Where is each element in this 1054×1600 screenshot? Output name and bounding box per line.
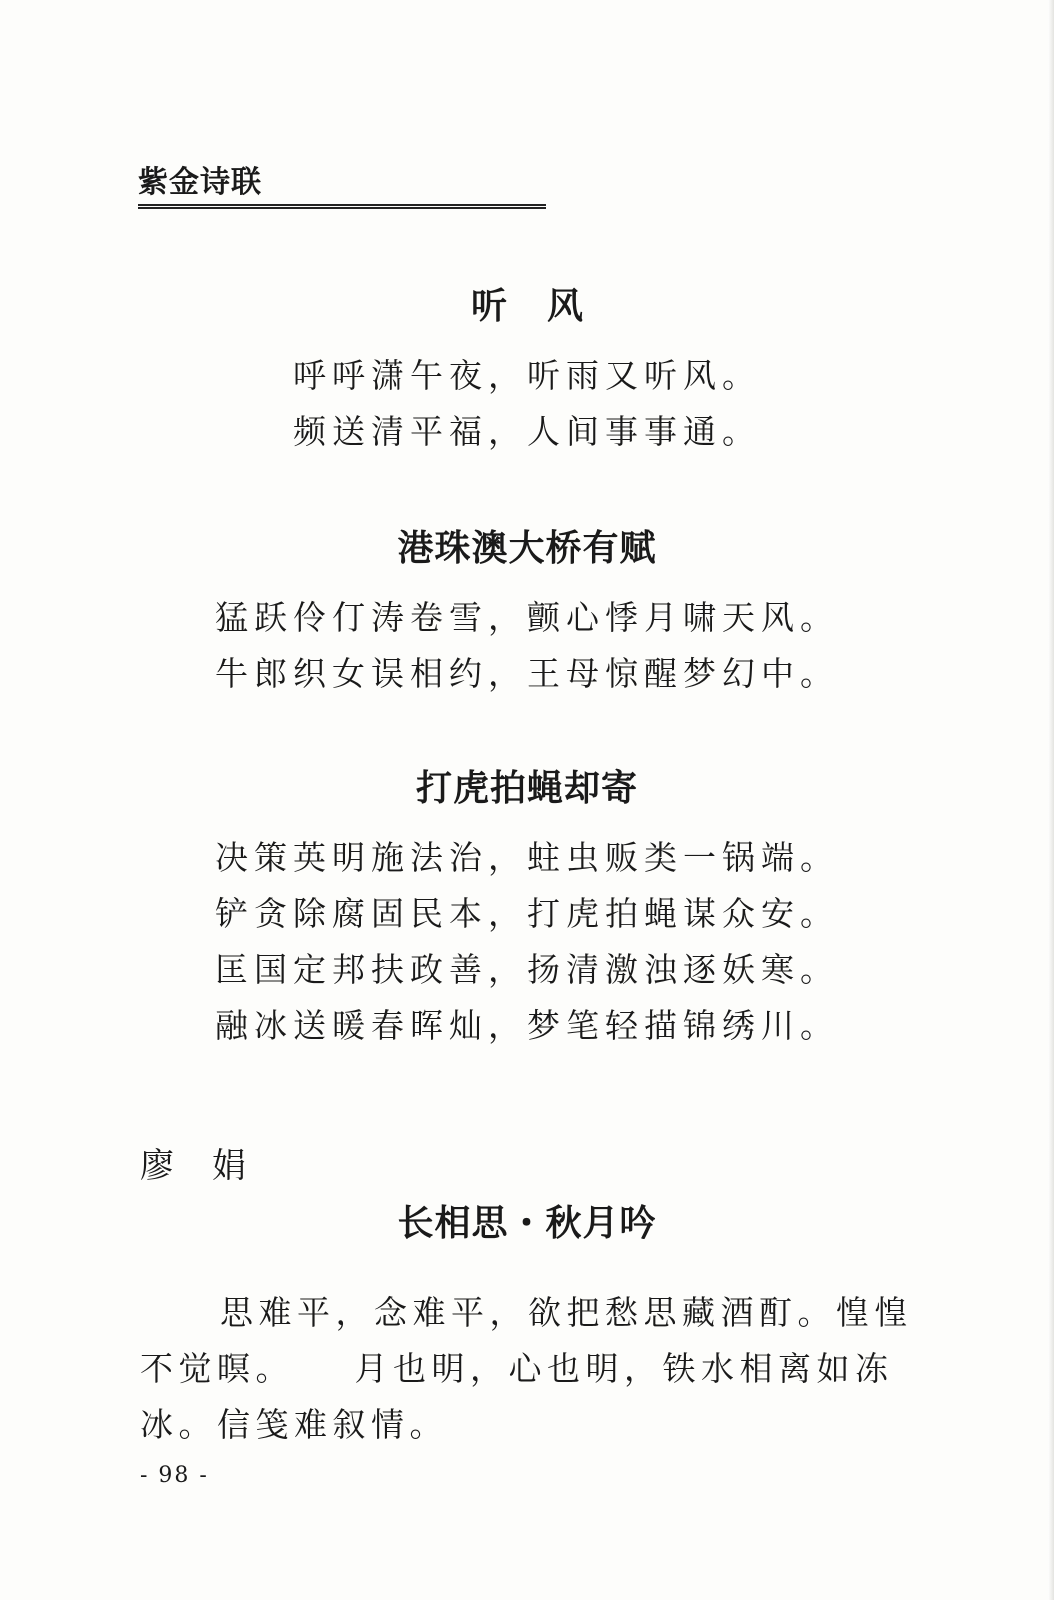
verse-line: 呼呼潇午夜，听雨又听风。 (293, 356, 761, 395)
book-title: 紫金诗联 (138, 165, 262, 200)
poem-title-3: 打虎拍蝇却寄 (415, 768, 638, 809)
header-rule (138, 204, 546, 209)
ci-title: 长相思・秋月吟 (397, 1203, 657, 1244)
verse-line: 匡国定邦扶政善，扬清激浊逐妖寒。 (215, 950, 839, 989)
poem-body-1 (0, 348, 1054, 460)
page-number: - 98 - (140, 1463, 209, 1488)
verse-line: 频送清平福，人间事事通。 (293, 412, 761, 451)
ci-body: 思难平，念难平，欲把愁思藏酒酊。惶惶不觉暝。 月也明，心也明，铁水相离如冻冰。信笺难叙情。 (140, 1293, 913, 1444)
author-name: 廖娟 (140, 1146, 284, 1186)
verse-line: 猛跃伶仃涛卷雪，颤心悸月啸天风。 (215, 598, 839, 637)
verse-line: 融冰送暖春晖灿，梦笔轻描锦绣川。 (215, 1006, 839, 1045)
verse-line: 决策英明施法治，蛀虫贩类一锅端。 (215, 838, 839, 877)
poem-body-3 (0, 830, 1054, 1054)
poem-title-1: 听风 (470, 286, 623, 327)
verse-line: 铲贪除腐固民本，打虎拍蝇谋众安。 (215, 894, 839, 933)
running-header (138, 165, 546, 209)
poem-title-2: 港珠澳大桥有赋 (397, 528, 657, 569)
verse-line: 牛郎织女误相约，王母惊醒梦幻中。 (215, 654, 839, 693)
poem-body-2 (0, 590, 1054, 702)
